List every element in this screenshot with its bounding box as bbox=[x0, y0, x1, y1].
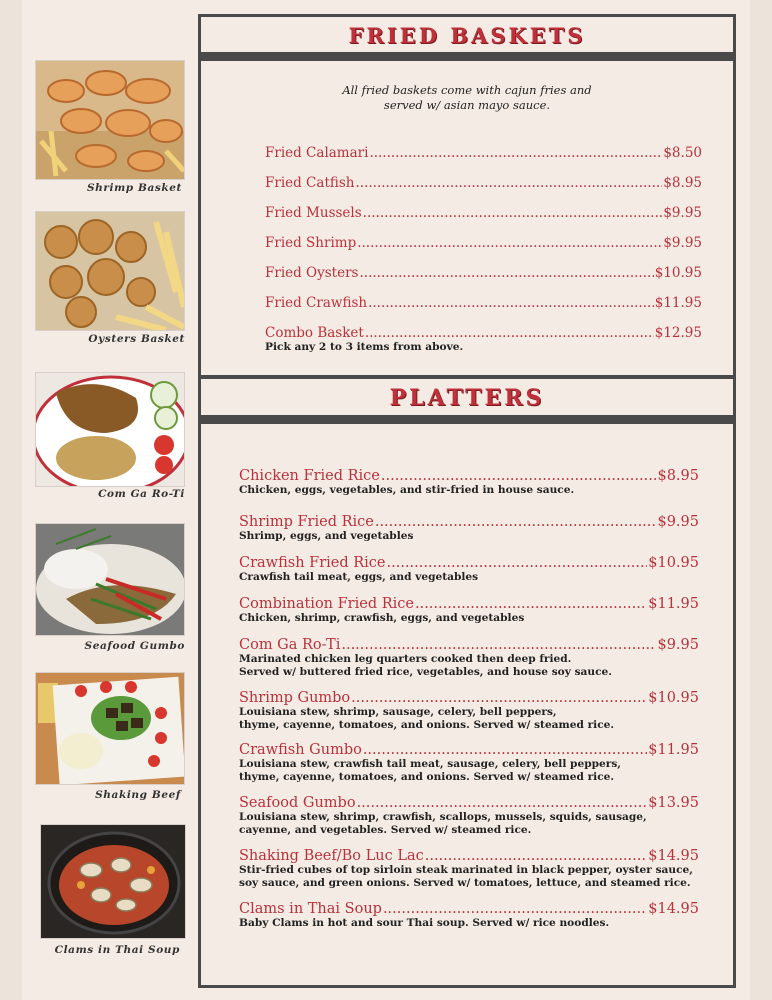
item-description: Baby Clams in hot and sour Thai soup. Served w/ rice noodles. bbox=[239, 917, 610, 929]
item-description: cayenne, and vegetables. Served w/ steamed rice. bbox=[239, 823, 532, 836]
item-price: $9.95 bbox=[657, 637, 699, 653]
item-price: $10.95 bbox=[648, 555, 699, 571]
item-name: Combination Fried Rice bbox=[239, 596, 414, 612]
oysters-basket-photo bbox=[35, 211, 185, 331]
shrimp-basket-photo bbox=[35, 60, 185, 180]
menu-item bbox=[239, 555, 699, 584]
item-description: Pick any 2 to 3 items from above. bbox=[265, 341, 464, 353]
menu-item bbox=[265, 175, 702, 191]
item-description: Marinated chicken leg quarters cooked then deep fried. bbox=[239, 653, 572, 665]
item-name: Shaking Beef/Bo Luc Lac bbox=[239, 848, 424, 864]
item-price: $11.95 bbox=[648, 742, 699, 758]
clams-in-thai-soup-photo bbox=[40, 824, 186, 939]
item-price: $14.95 bbox=[648, 901, 699, 917]
menu-item bbox=[239, 690, 699, 731]
item-name: Shrimp Fried Rice bbox=[239, 514, 374, 530]
menu-item bbox=[265, 325, 702, 354]
item-description: Served w/ buttered fried rice, vegetables, and house soy sauce. bbox=[239, 665, 612, 678]
item-description: Louisiana stew, crawfish tail meat, sausage, celery, bell peppers, bbox=[239, 758, 621, 770]
seafood-gumbo-photo bbox=[35, 523, 185, 636]
item-description: Crawfish tail meat, eggs, and vegetables bbox=[239, 571, 479, 583]
item-price: $14.95 bbox=[648, 848, 699, 864]
item-price: $9.95 bbox=[663, 235, 702, 251]
item-price: $12.95 bbox=[654, 325, 702, 341]
photo-caption: Shrimp Basket bbox=[86, 182, 182, 194]
item-name: Combo Basket bbox=[265, 325, 364, 341]
photo-caption: Clams in Thai Soup bbox=[54, 944, 180, 956]
platters-title: PLATTERS bbox=[389, 385, 545, 411]
item-description: thyme, cayenne, tomatoes, and onions. Served w/ steamed rice. bbox=[239, 718, 615, 731]
item-name: Seafood Gumbo bbox=[239, 795, 356, 811]
item-name: Fried Crawfish bbox=[265, 295, 368, 311]
item-description: thyme, cayenne, tomatoes, and onions. Served w/ steamed rice. bbox=[239, 770, 615, 783]
item-price: $9.95 bbox=[657, 514, 699, 530]
menu-item bbox=[239, 795, 699, 836]
menu-item bbox=[265, 145, 702, 161]
menu-item bbox=[265, 295, 702, 311]
item-description: Louisiana stew, shrimp, crawfish, scallops, mussels, squids, sausage, bbox=[239, 811, 647, 823]
item-price: $13.95 bbox=[648, 795, 699, 811]
item-price: $8.95 bbox=[657, 468, 699, 484]
item-name: Clams in Thai Soup bbox=[239, 901, 382, 917]
fried-baskets-panel bbox=[198, 14, 736, 378]
item-description: Chicken, shrimp, crawfish, eggs, and vegetables bbox=[239, 612, 525, 624]
item-name: Shrimp Gumbo bbox=[239, 690, 351, 706]
item-name: Chicken Fried Rice bbox=[239, 468, 380, 484]
menu-item bbox=[265, 265, 702, 281]
photo-caption: Shaking Beef bbox=[95, 789, 181, 801]
item-price: $11.95 bbox=[648, 596, 699, 612]
photo-caption: Seafood Gumbo bbox=[84, 640, 185, 652]
section-divider bbox=[201, 52, 733, 61]
menu-item bbox=[265, 235, 702, 251]
platters-panel bbox=[198, 376, 736, 988]
item-description: Chicken, eggs, vegetables, and stir-fried in house sauce. bbox=[239, 484, 575, 496]
shaking-beef-photo bbox=[35, 672, 185, 785]
menu-item bbox=[239, 468, 699, 497]
photo-caption: Oysters Basket bbox=[88, 333, 185, 345]
item-name: Com Ga Ro-Ti bbox=[239, 637, 341, 653]
menu-item bbox=[239, 848, 699, 889]
item-price: $10.95 bbox=[648, 690, 699, 706]
com-ga-ro-ti-photo bbox=[35, 372, 185, 487]
item-name: Crawfish Fried Rice bbox=[239, 555, 386, 571]
item-description: soy sauce, and green onions. Served w/ tomatoes, lettuce, and steamed rice. bbox=[239, 876, 691, 889]
item-name: Fried Catfish bbox=[265, 175, 355, 191]
item-price: $8.50 bbox=[663, 145, 702, 161]
item-price: $11.95 bbox=[654, 295, 702, 311]
fried-baskets-title: FRIED BASKETS bbox=[348, 23, 586, 48]
menu-item bbox=[239, 742, 699, 783]
menu-item bbox=[239, 596, 699, 625]
item-name: Fried Shrimp bbox=[265, 235, 357, 251]
item-price: $8.95 bbox=[663, 175, 702, 191]
item-name: Fried Oysters bbox=[265, 265, 359, 281]
item-name: Fried Mussels bbox=[265, 205, 362, 221]
menu-item bbox=[265, 205, 702, 221]
note-line: served w/ asian mayo sauce. bbox=[383, 98, 551, 112]
item-description: Louisiana stew, shrimp, sausage, celery, bell peppers, bbox=[239, 706, 557, 718]
item-price: $10.95 bbox=[654, 265, 702, 281]
item-description: Stir-fried cubes of top sirloin steak marinated in black pepper, oyster sauce, bbox=[239, 864, 693, 876]
item-description: Shrimp, eggs, and vegetables bbox=[239, 530, 414, 542]
section-divider bbox=[201, 415, 733, 424]
photo-caption: Com Ga Ro-Ti bbox=[98, 488, 185, 500]
note-line: All fried baskets come with cajun fries and bbox=[342, 83, 592, 97]
item-name: Crawfish Gumbo bbox=[239, 742, 362, 758]
menu-item bbox=[239, 637, 699, 678]
menu-item bbox=[239, 514, 699, 543]
item-name: Fried Calamari bbox=[265, 145, 369, 161]
fried-baskets-note bbox=[201, 83, 733, 113]
item-price: $9.95 bbox=[663, 205, 702, 221]
menu-item bbox=[239, 901, 699, 930]
